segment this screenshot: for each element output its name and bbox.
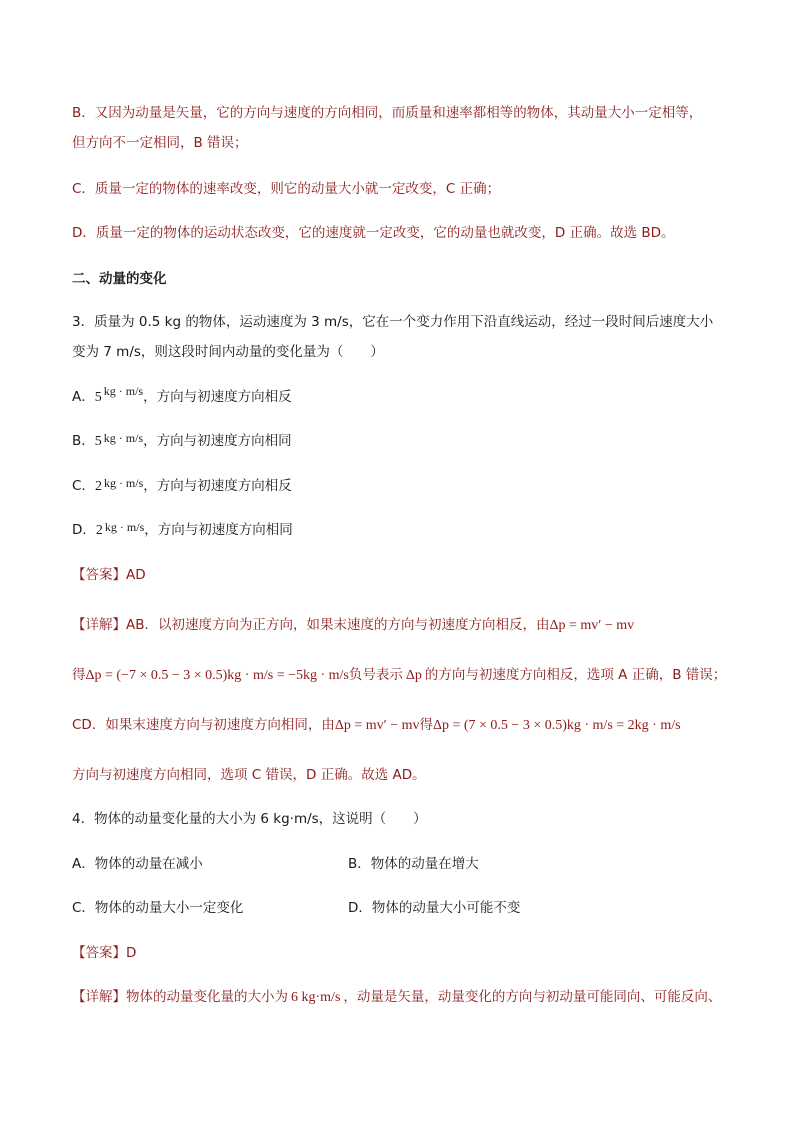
q4-answer xyxy=(72,944,136,962)
answer-value: D xyxy=(126,945,137,961)
q2-option-d: D．质量一定的物体的运动状态改变，它的速度就一定改变，它的动量也就改变，D 正确。故选 BD。 xyxy=(72,225,675,241)
q4-option-d: D．物体的动量大小可能不变 xyxy=(348,900,521,916)
formula: Δp = mv′ − mv xyxy=(334,718,420,733)
q2-option-c: C．质量一定的物体的速率改变，则它的动量大小就一定改变，C 正确； xyxy=(72,181,501,197)
q3-stem-line1: 3．质量为 0.5 kg 的物体，运动速度为 3 m/s，它在一个变力作用下沿直线运动，经过一段时间后速度大小 xyxy=(72,314,714,330)
answer-value: AD xyxy=(126,567,146,583)
q3-option-b: B．5 kg · m/s，方向与初速度方向相同 xyxy=(72,431,292,449)
q3-stem-line2: 变为 7 m/s，则这段时间内动量的变化量为（ ） xyxy=(72,344,384,360)
q3-detail-line1: 【详解】AB．以初速度方向为正方向，如果末速度的方向与初速度方向相反，由Δp = mv′ − mv xyxy=(72,617,635,633)
q3-detail-line3: CD．如果末速度方向与初速度方向相同，由Δp = mv′ − mv得Δp = (7 × 0.5 − 3 × 0.5)kg · m/s = 2kg · m/s xyxy=(72,717,681,733)
formula: Δp = mv′ − mv xyxy=(549,618,635,633)
q3-detail-line2: 得Δp = (−7 × 0.5 − 3 × 0.5)kg · m/s = −5kg · m/s负号表示 Δp 的方向与初速度方向相反，选项 A 正确，B 错误； xyxy=(72,667,727,683)
formula: Δp = (−7 × 0.5 − 3 × 0.5)kg · m/s = −5kg · m/s xyxy=(85,668,349,683)
q4-detail: 【详解】物体的动量变化量的大小为 6 kg·m/s ，动量是矢量，动量变化的方向与初动量可能同向、可能反向、 xyxy=(72,989,722,1005)
formula: Δp xyxy=(405,668,422,683)
q4-option-b: B．物体的动量在增大 xyxy=(348,856,479,872)
q3-detail-line4: 方向与初速度方向相同，选项 C 错误，D 正确。故选 AD。 xyxy=(72,767,426,783)
section-title: 二、动量的变化 xyxy=(72,271,167,287)
q2-option-b-line1: B．又因为动量是矢量，它的方向与速度的方向相同，而质量和速率都相等的物体，其动量大小一定相等， xyxy=(72,105,703,121)
q3-answer xyxy=(72,566,146,584)
q4-option-c: C．物体的动量大小一定变化 xyxy=(72,900,244,916)
q3-option-a: A．5 kg · m/s，方向与初速度方向相反 xyxy=(72,384,292,405)
detail-label: 【详解】 xyxy=(72,989,126,1005)
q3-option-d: D．2 kg · m/s，方向与初速度方向相同 xyxy=(72,520,293,538)
answer-label: 【答案】 xyxy=(72,567,126,583)
q4-stem: 4．物体的动量变化量的大小为 6 kg·m/s，这说明（ ） xyxy=(72,811,427,827)
detail-label: 【详解】 xyxy=(72,617,126,633)
q3-option-c: C．2 kg · m/s，方向与初速度方向相反 xyxy=(72,476,292,494)
formula: Δp = (7 × 0.5 − 3 × 0.5)kg · m/s = 2kg · m/s xyxy=(432,718,681,733)
formula: 6 kg·m/s xyxy=(291,990,341,1005)
q2-option-b-line2: 但方向不一定相同，B 错误； xyxy=(72,135,248,151)
answer-label: 【答案】 xyxy=(72,945,126,961)
q4-option-a: A．物体的动量在减小 xyxy=(72,856,203,872)
